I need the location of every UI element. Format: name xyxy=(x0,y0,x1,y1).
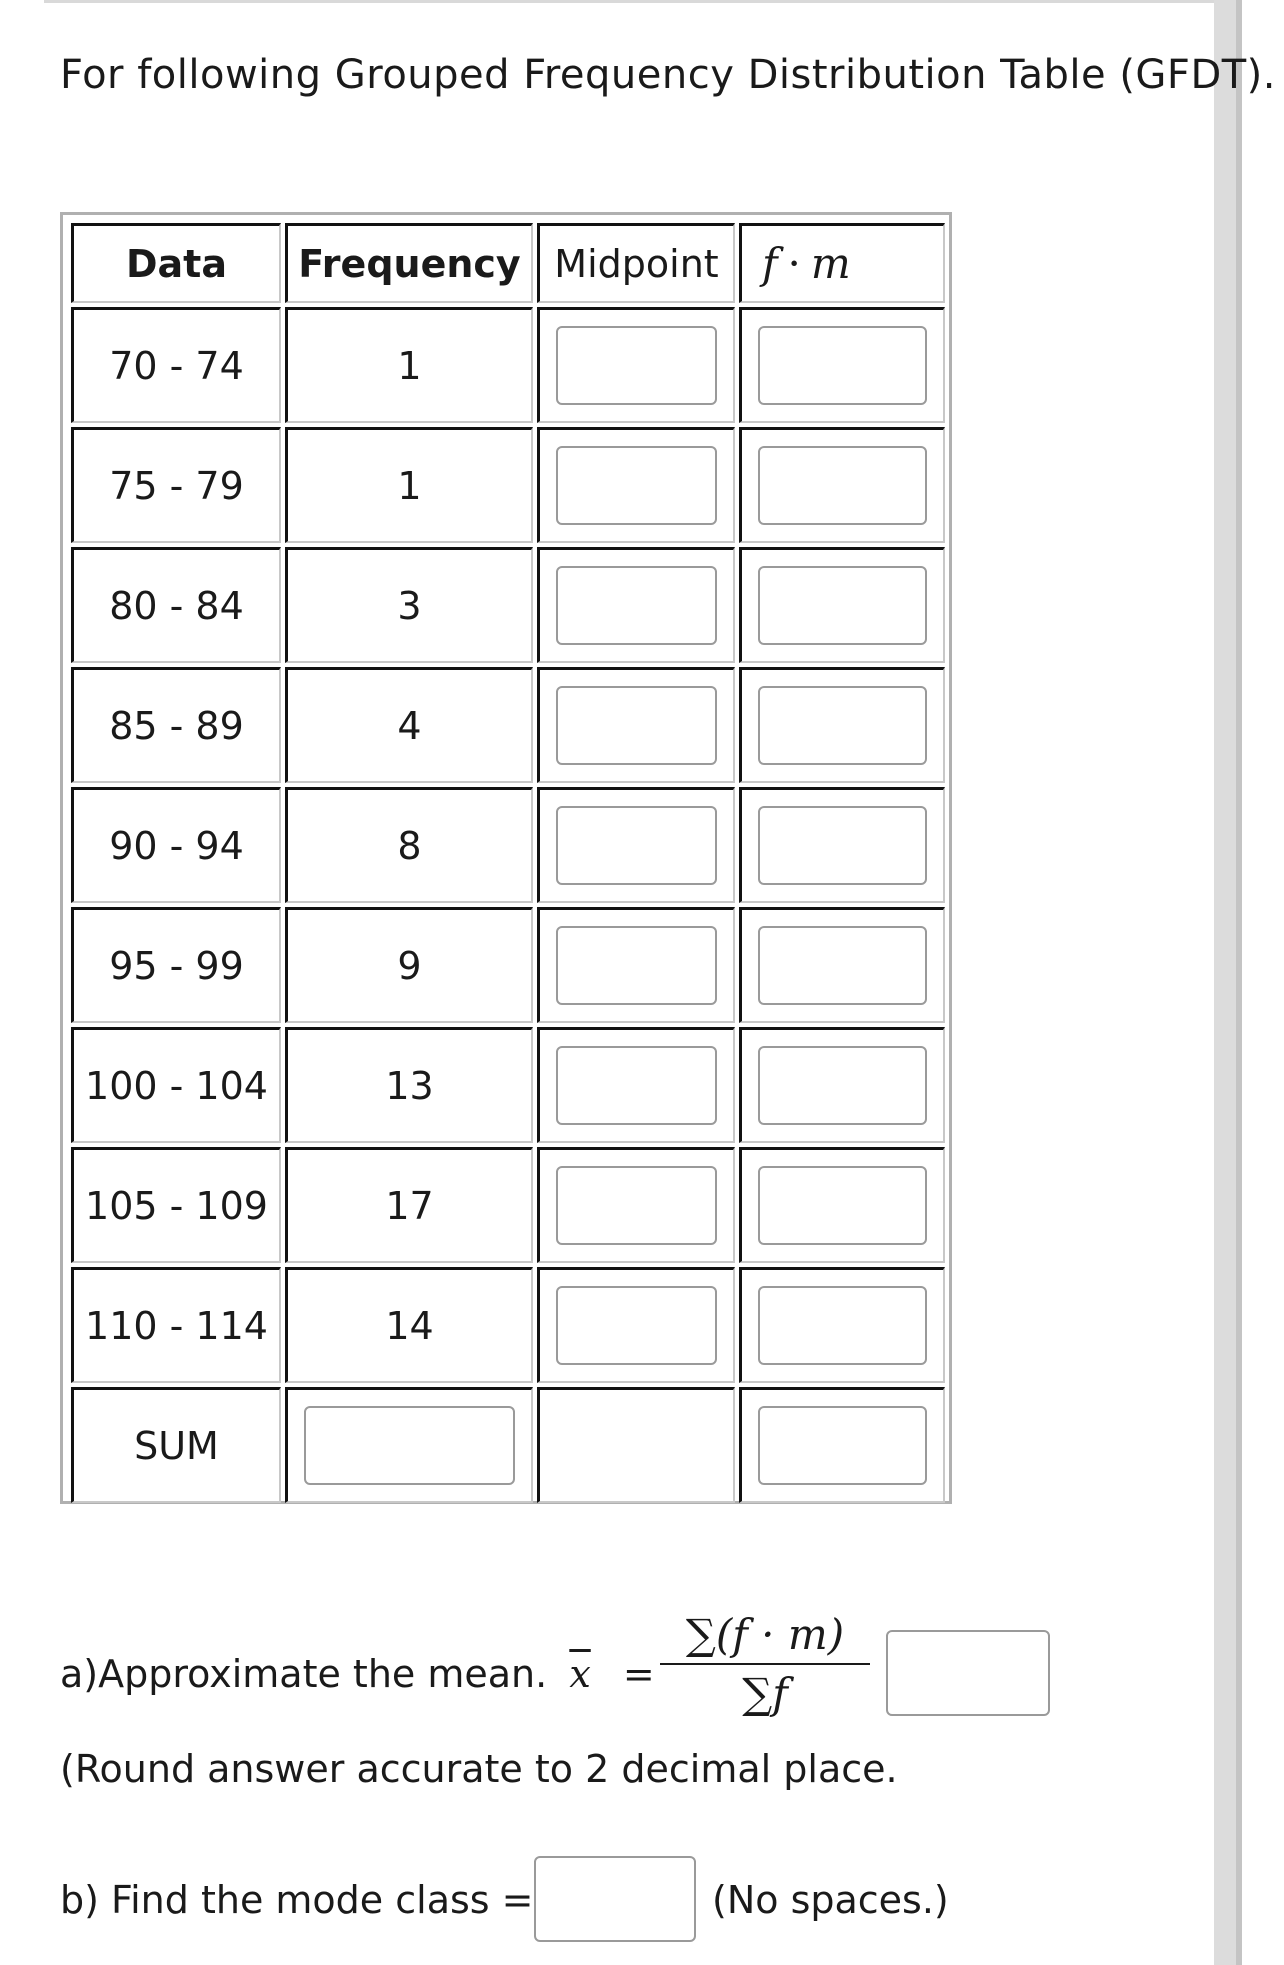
frequency-cell: 14 xyxy=(285,1267,533,1383)
mean-formula-fraction xyxy=(660,1610,870,1718)
midpoint-input[interactable] xyxy=(556,1286,717,1365)
midpoint-input[interactable] xyxy=(556,926,717,1005)
midpoint-cell xyxy=(537,427,735,543)
mean-question-label xyxy=(60,1652,655,1696)
midpoint-cell xyxy=(537,787,735,903)
mode-class-label: b) Find the mode class = xyxy=(60,1878,534,1922)
data-class-cell: 100 - 104 xyxy=(71,1027,281,1143)
page-title: For following Grouped Frequency Distribution Table (GFDT). xyxy=(60,52,1276,98)
sum-fm-input[interactable] xyxy=(758,1406,927,1485)
fm-input[interactable] xyxy=(758,926,927,1005)
header-midpoint: Midpoint xyxy=(537,223,735,303)
data-class-cell: 95 - 99 xyxy=(71,907,281,1023)
data-class-cell: 75 - 79 xyxy=(71,427,281,543)
fm-input[interactable] xyxy=(758,566,927,645)
fm-cell xyxy=(739,307,945,423)
data-class-cell: 90 - 94 xyxy=(71,787,281,903)
fm-input[interactable] xyxy=(758,686,927,765)
equals-sign: = xyxy=(622,1652,655,1696)
fm-cell xyxy=(739,667,945,783)
frequency-cell: 9 xyxy=(285,907,533,1023)
frequency-cell: 4 xyxy=(285,667,533,783)
fraction-bar xyxy=(660,1663,870,1665)
frequency-cell: 1 xyxy=(285,307,533,423)
midpoint-input[interactable] xyxy=(556,1046,717,1125)
f-times-m-symbol xyxy=(762,239,851,288)
f-symbol: f xyxy=(762,239,778,288)
midpoint-input[interactable] xyxy=(556,566,717,645)
frequency-cell: 1 xyxy=(285,427,533,543)
rounding-note: (Round answer accurate to 2 decimal place. xyxy=(60,1747,898,1791)
sum-frequency-input[interactable] xyxy=(304,1406,515,1485)
scrollbar-edge xyxy=(1236,0,1242,1965)
fm-input[interactable] xyxy=(758,1286,927,1365)
top-divider xyxy=(44,0,1240,3)
midpoint-cell xyxy=(537,547,735,663)
m-symbol: m xyxy=(810,239,851,288)
frequency-cell: 13 xyxy=(285,1027,533,1143)
midpoint-input[interactable] xyxy=(556,1166,717,1245)
mean-answer-input[interactable] xyxy=(886,1630,1050,1716)
midpoint-input[interactable] xyxy=(556,806,717,885)
data-class-cell: 80 - 84 xyxy=(71,547,281,663)
midpoint-cell xyxy=(537,907,735,1023)
sum-label-cell: SUM xyxy=(71,1387,281,1503)
fm-cell xyxy=(739,1027,945,1143)
midpoint-cell xyxy=(537,1147,735,1263)
header-data: Data xyxy=(71,223,281,303)
fm-cell xyxy=(739,907,945,1023)
header-f-times-m xyxy=(739,223,945,303)
data-class-cell: 85 - 89 xyxy=(71,667,281,783)
data-class-cell: 70 - 74 xyxy=(71,307,281,423)
data-class-cell: 105 - 109 xyxy=(71,1147,281,1263)
frequency-cell: 17 xyxy=(285,1147,533,1263)
frequency-cell: 8 xyxy=(285,787,533,903)
formula-numerator: ∑(f · m) xyxy=(685,1610,845,1659)
sum-fm-cell xyxy=(739,1387,945,1503)
gfdt-table xyxy=(60,212,952,1504)
midpoint-input[interactable] xyxy=(556,326,717,405)
midpoint-input[interactable] xyxy=(556,446,717,525)
dot-operator: · xyxy=(787,239,801,288)
fm-cell xyxy=(739,1147,945,1263)
mode-class-input[interactable] xyxy=(534,1856,696,1942)
midpoint-cell xyxy=(537,667,735,783)
midpoint-cell xyxy=(537,1027,735,1143)
formula-denominator: ∑f xyxy=(742,1669,788,1718)
header-frequency: Frequency xyxy=(285,223,533,303)
frequency-cell: 3 xyxy=(285,547,533,663)
fm-cell xyxy=(739,427,945,543)
fm-input[interactable] xyxy=(758,1166,927,1245)
mean-question-text: a)Approximate the mean. xyxy=(60,1652,548,1696)
no-spaces-note: (No spaces.) xyxy=(712,1878,949,1922)
sum-frequency-cell xyxy=(285,1387,533,1503)
x-bar-symbol: $\overline{x}$ xyxy=(569,1652,591,1696)
data-class-cell: 110 - 114 xyxy=(71,1267,281,1383)
fm-cell xyxy=(739,787,945,903)
midpoint-input[interactable] xyxy=(556,686,717,765)
fm-input[interactable] xyxy=(758,806,927,885)
fm-input[interactable] xyxy=(758,446,927,525)
fm-input[interactable] xyxy=(758,326,927,405)
fm-input[interactable] xyxy=(758,1046,927,1125)
fm-cell xyxy=(739,547,945,663)
sum-midpoint-cell xyxy=(537,1387,735,1503)
fm-cell xyxy=(739,1267,945,1383)
midpoint-cell xyxy=(537,307,735,423)
midpoint-cell xyxy=(537,1267,735,1383)
